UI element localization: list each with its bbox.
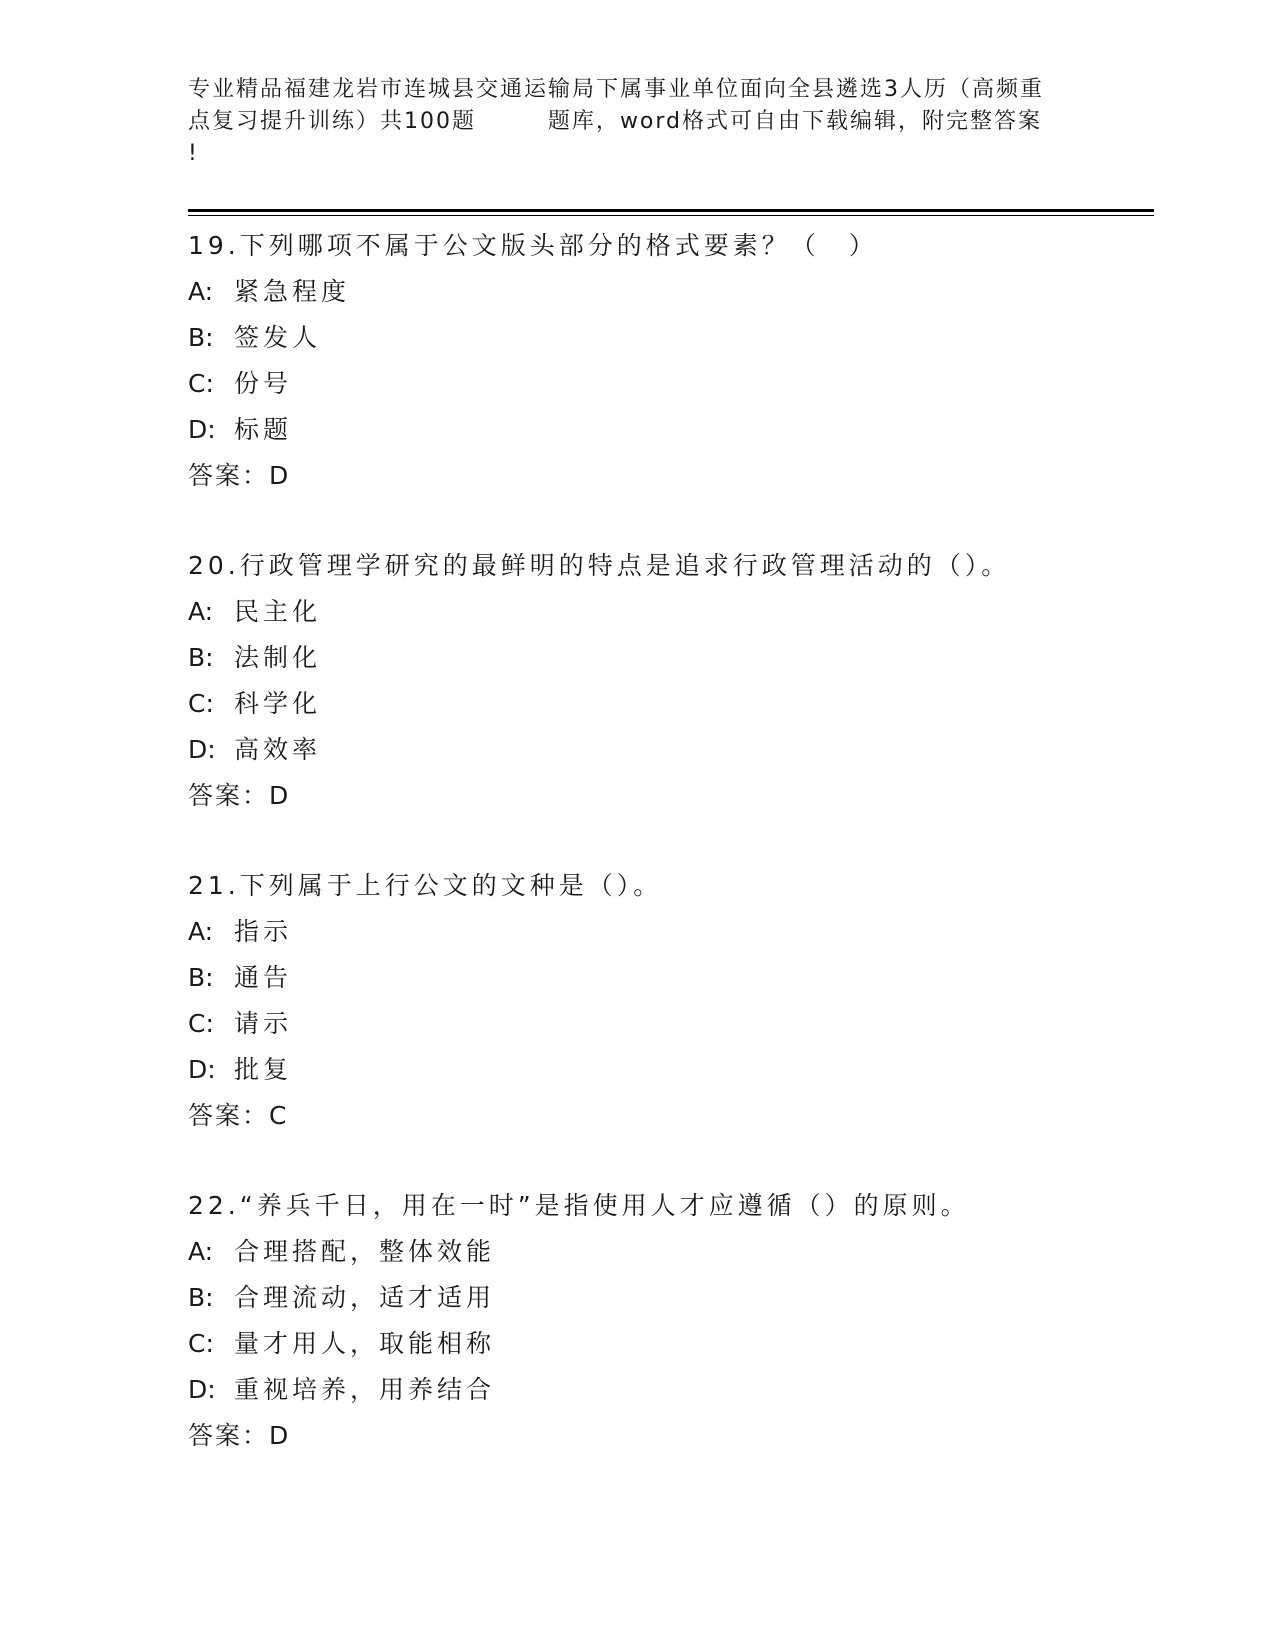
header-divider-thin [188, 215, 1154, 216]
question-stem: 21.下列属于上行公文的文种是（）。 [188, 871, 663, 900]
answer-line: 答案：C [188, 1101, 289, 1130]
option-c [188, 1001, 1148, 1047]
option-text: 量才用人，取能相称 [234, 1329, 496, 1358]
question-21 [188, 863, 1148, 1139]
question-20 [188, 543, 1148, 819]
header-line-1: 专业精品福建龙岩市连城县交通运输局下属事业单位面向全县遴选3人历（高频重 [188, 77, 1044, 102]
option-key: D: [188, 735, 216, 764]
option-text: 请示 [234, 1009, 293, 1038]
question-spacer [188, 499, 1148, 543]
option-text: 标题 [234, 415, 293, 444]
option-b [188, 955, 1148, 1001]
option-key: C: [188, 369, 214, 398]
option-text: 通告 [234, 963, 293, 992]
question-stem: 22.“养兵千日，用在一时”是指使用人才应遵循（）的原则。 [188, 1191, 970, 1220]
answer-line: 答案：D [188, 1421, 291, 1450]
option-d [188, 407, 1148, 453]
option-text: 高效率 [234, 735, 322, 764]
option-key: A: [188, 597, 214, 626]
option-text: 份号 [234, 369, 293, 398]
option-c [188, 1321, 1148, 1367]
option-key: C: [188, 689, 214, 718]
header-line-2: 点复习提升训练）共100题 题库，word格式可自由下载编辑，附完整答案 [188, 109, 1043, 134]
option-d [188, 1047, 1148, 1093]
option-c [188, 681, 1148, 727]
option-key: D: [188, 1375, 216, 1404]
question-22 [188, 1183, 1148, 1459]
question-list [188, 223, 1148, 1459]
option-key: A: [188, 1237, 214, 1266]
option-key: B: [188, 323, 214, 352]
option-text: 法制化 [234, 643, 322, 672]
option-key: C: [188, 1009, 214, 1038]
option-a [188, 1229, 1148, 1275]
option-text: 批复 [234, 1055, 293, 1084]
option-d [188, 727, 1148, 773]
option-text: 重视培养，用养结合 [234, 1375, 496, 1404]
option-a [188, 589, 1148, 635]
option-text: 签发人 [234, 323, 322, 352]
option-key: B: [188, 1283, 214, 1312]
option-c [188, 361, 1148, 407]
option-text: 合理搭配，整体效能 [234, 1237, 496, 1266]
option-key: A: [188, 917, 214, 946]
option-a [188, 269, 1148, 315]
question-spacer [188, 819, 1148, 863]
option-text: 合理流动，适才适用 [234, 1283, 496, 1312]
option-key: D: [188, 1055, 216, 1084]
answer-line: 答案：D [188, 781, 291, 810]
option-b [188, 635, 1148, 681]
option-a [188, 909, 1148, 955]
document-header [188, 74, 1088, 170]
header-divider-thick [188, 209, 1154, 212]
answer-line: 答案：D [188, 461, 291, 490]
option-text: 紧急程度 [234, 277, 351, 306]
option-d [188, 1367, 1148, 1413]
option-b [188, 315, 1148, 361]
header-line-3: ! [188, 141, 199, 166]
option-key: B: [188, 643, 214, 672]
question-19 [188, 223, 1148, 499]
question-stem: 20.行政管理学研究的最鲜明的特点是追求行政管理活动的（）。 [188, 551, 1011, 580]
option-b [188, 1275, 1148, 1321]
option-text: 民主化 [234, 597, 322, 626]
option-key: D: [188, 415, 216, 444]
option-text: 指示 [234, 917, 293, 946]
question-spacer [188, 1139, 1148, 1183]
question-stem: 19.下列哪项不属于公文版头部分的格式要素？（ ） [188, 231, 878, 260]
option-text: 科学化 [234, 689, 322, 718]
option-key: B: [188, 963, 214, 992]
option-key: C: [188, 1329, 214, 1358]
option-key: A: [188, 277, 214, 306]
